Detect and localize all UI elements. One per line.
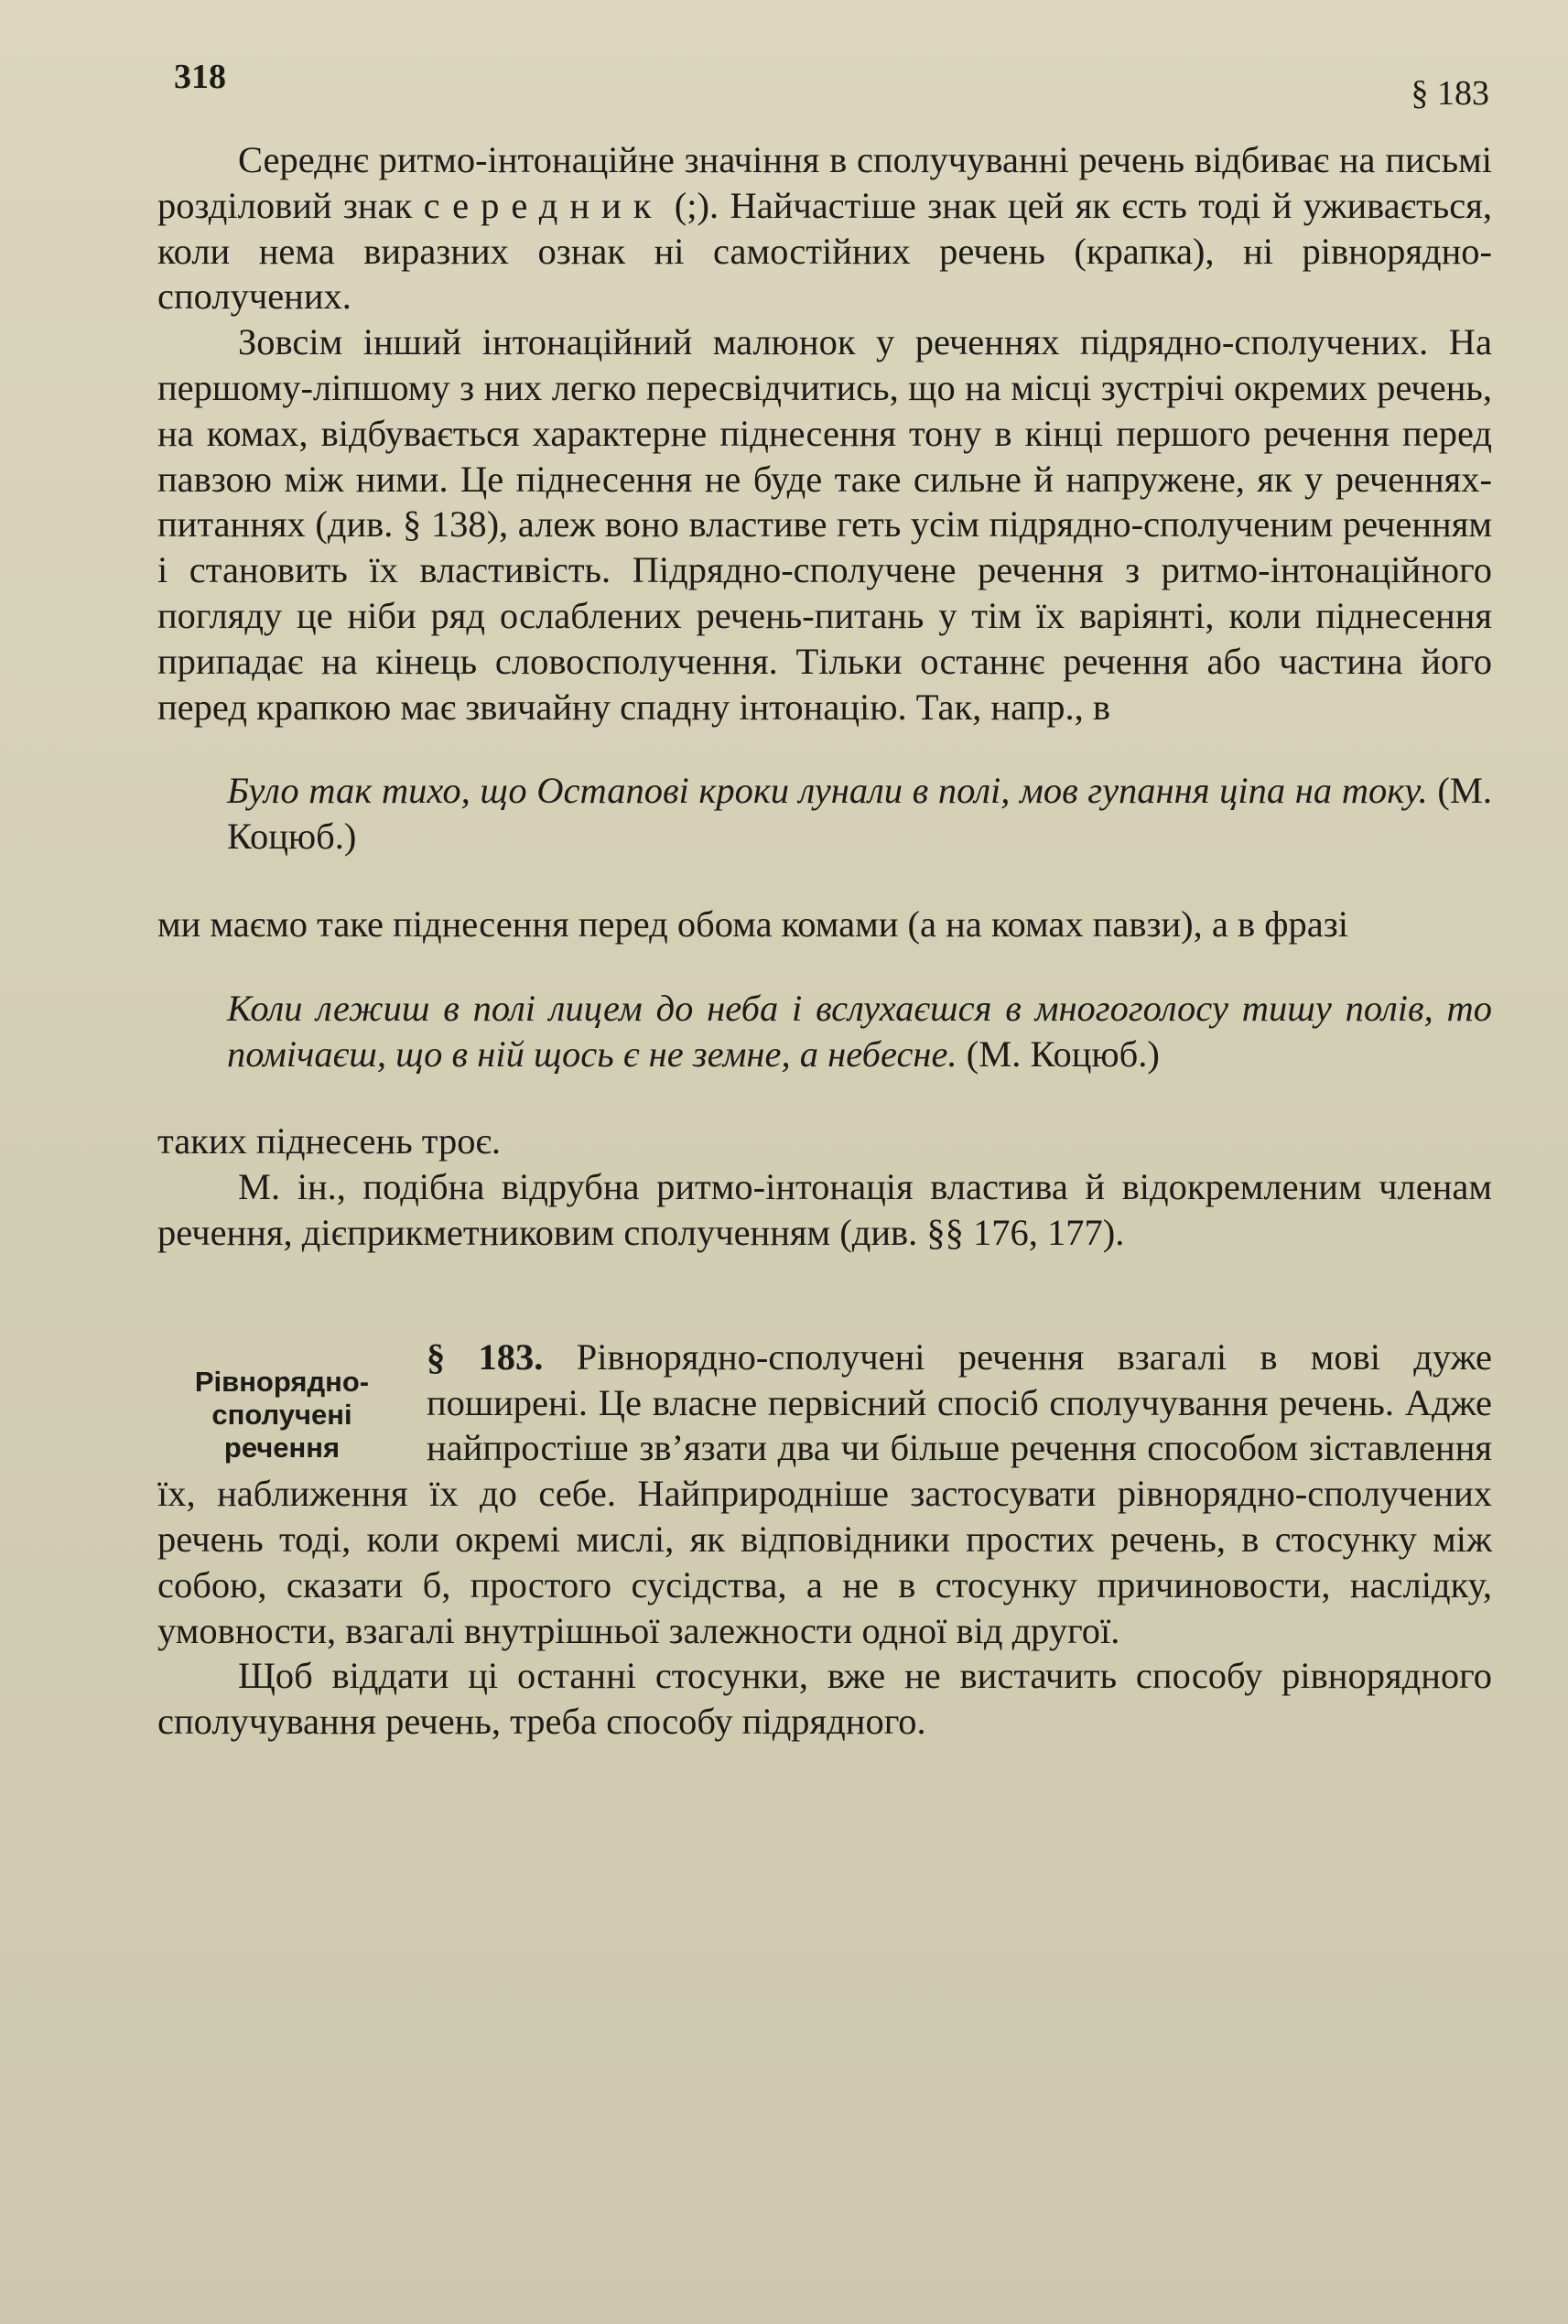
quote-source: (М. Коцюб.) (957, 1032, 1160, 1075)
quote-source: (М. Коцюб.) (227, 770, 1493, 858)
margin-heading: Рівнорядно- сполучені речення (194, 1365, 370, 1464)
term-serednyk: середник (423, 184, 664, 226)
section-183 (157, 1335, 1492, 1745)
paragraph-three: таких піднесень троє. (157, 1120, 502, 1162)
main-text (157, 137, 1492, 1745)
paragraph-participle: М. ін., подібна відрубна ритмо-інтонація властива й відокремленим членам речення, дієприкметниковим сполученням (див. §§ 176, 177). (157, 1166, 1492, 1253)
quote-example-2: Коли лежиш в полі лицем до неба і вслухаєшся в многоголосу тишу полів, то помічаєш, що в ній щось є не земне, а небесне. (М. Коцюб.) (227, 987, 1492, 1075)
paragraph-commas: ми маємо таке піднесення перед обома комами (а на комах павзи), а в фразі (157, 903, 1348, 945)
section-number: § 183. (427, 1335, 544, 1378)
paragraph-intonation: Зовсім інший інтонаційний малюнок у реченнях підрядно-сполучених. На першому-ліпшому з них легко пересвідчитись, що на місці зустрічі окремих речень, на комах, відбувається характерне піднесення тону в кінці першого речення перед павзою між ними. Це піднесення не буде таке сильне й напружене, як у реченнях-питаннях (див. § 138), алеж воно властиве геть усім підрядно-сполученим реченням і становить їх властивість. Підрядно-сполучене речення з ритмо-інтонаційного погляду це ніби ряд ослаблених речень-питань у тім їх варіянті, коли піднесення припадає на кінець словосполучення. Тільки останнє речення або частина його перед крапкою має звичайну спадну інтонацію. Так, напр., в (157, 321, 1492, 728)
page-number: 318 (174, 58, 226, 96)
page-header (174, 57, 1489, 121)
running-section-mark: § 183 (1411, 74, 1489, 113)
section-183-last-paragraph: Щоб віддати ці останні стосунки, вже не вистачить способу рівнорядного сполучування речень, треба способу підрядного. (157, 1655, 1492, 1743)
section-183-text: § 183. Рівнорядно-сполучені речення взагалі в мові дуже поширені. Це власне первісний спосіб сполучування речень. Адже найпростіше зв’язати два чи більше речення способом зіставлення їх, наближення їх до себе. Найприродніше застосувати рівнорядно-сполучених речень тоді, коли окремі мислі, як відповідники простих речень, в стосунку між собою, сказати б, простого сусідства, а не в стосунку причиновости, наслідку, умовности, взагалі внутрішньої залежности одної від другої. (157, 1335, 1493, 1651)
paragraph-semicolon: Середнє ритмо-інтонаційне значіння в сполучуванні речень відбиває на письмі розділовий знак середник (;). Найчастіше знак цей як єсть тоді й уживається, коли нема виразних ознак ні самостійних речень (крапка), ні рівнорядно-сполучених. (157, 139, 1492, 318)
quote-example-1: Було так тихо, що Остапові кроки лунали в полі, мов гупання ціпа на току. (М. Коцюб.) (227, 770, 1493, 858)
